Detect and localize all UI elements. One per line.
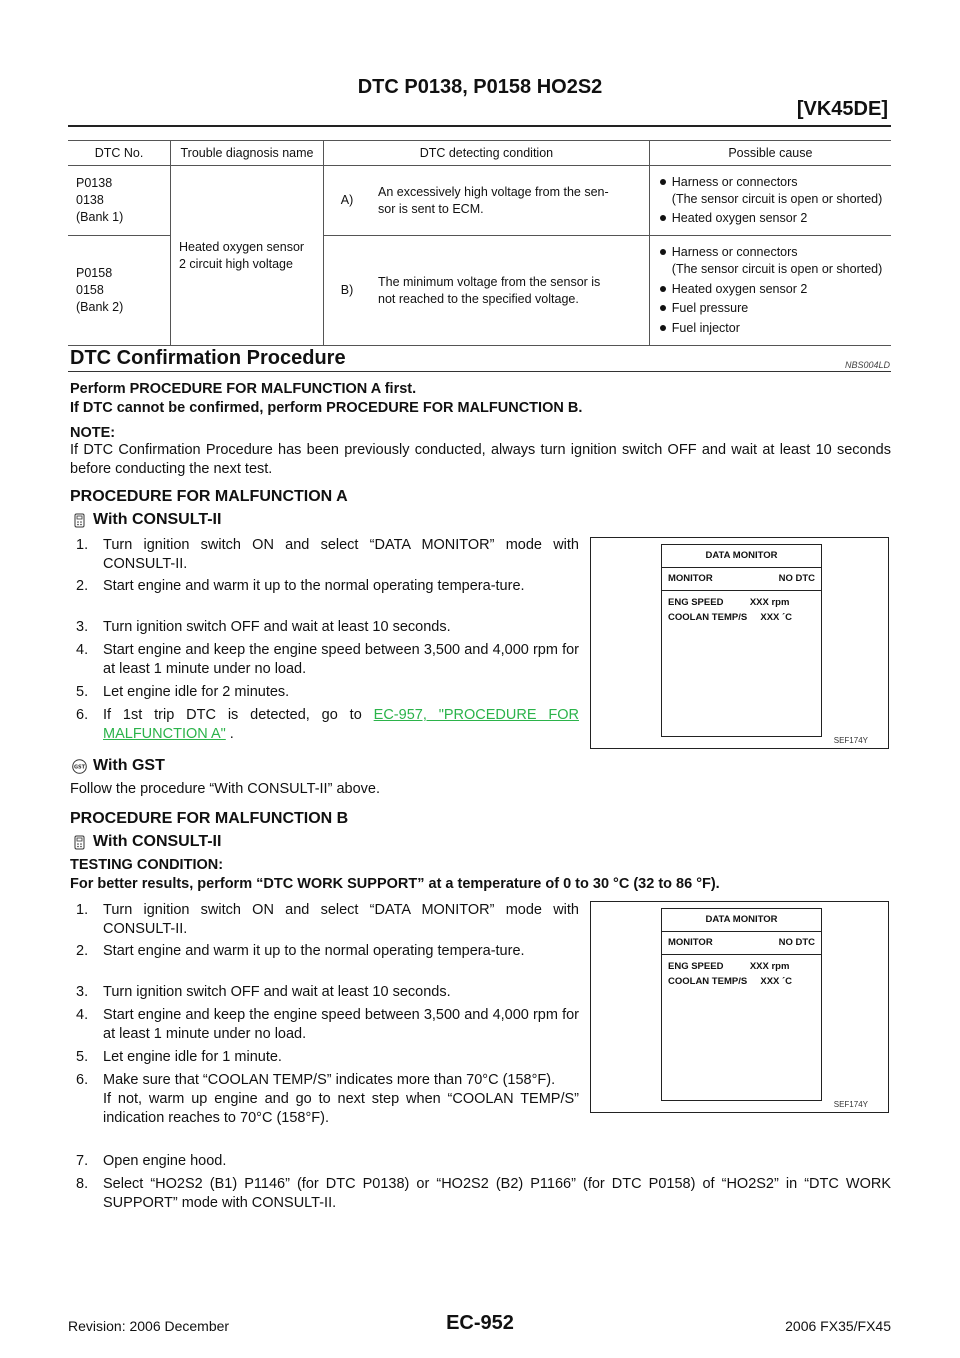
- gst-icon: [72, 759, 87, 774]
- condition-label: B): [324, 236, 371, 346]
- dtc-no-cell: P0138 0138 (Bank 1): [68, 166, 171, 236]
- condition-label: A): [324, 166, 371, 236]
- list-item: 4. Start engine and keep the engine speed between 3,500 and 4,000 rpm for at least 1 minute under no load.: [76, 642, 579, 677]
- section-code: NBS004LD: [844, 360, 890, 370]
- engine-model-tag: [VK45DE]: [796, 98, 888, 120]
- condition-text: An excessively high voltage from the sen- sor is sent to ECM.: [370, 166, 649, 236]
- consult-heading-b: With CONSULT-II: [72, 833, 221, 851]
- list-item: 5. Let engine idle for 2 minutes.: [76, 684, 290, 700]
- footer-model: 2006 FX35/FX45: [785, 1318, 891, 1334]
- col-diagnosis-name: Trouble diagnosis name: [171, 141, 324, 166]
- consult-tool-icon: [72, 835, 87, 850]
- list-item: 6. If 1st trip DTC is detected, go to EC-957, "PROCEDURE FOR MALFUNCTION A" .: [76, 707, 579, 742]
- testing-condition-label: TESTING CONDITION:: [70, 857, 224, 873]
- list-item: 1. Turn ignition switch ON and select “DATA MONITOR” mode with CONSULT-II.: [76, 537, 579, 572]
- consult-tool-icon: [72, 513, 87, 528]
- svg-text:GST: GST: [73, 764, 86, 771]
- list-item: Fuel pressure: [658, 300, 883, 317]
- section-heading: DTC Confirmation Procedure: [70, 347, 346, 369]
- condition-text: The minimum voltage from the sensor is not reached to the specified voltage.: [370, 236, 649, 346]
- procedure-b-heading: PROCEDURE FOR MALFUNCTION B: [70, 810, 349, 827]
- diagnosis-name-cell: Heated oxygen sensor 2 circuit high voltage: [171, 166, 324, 346]
- list-item: 6. Make sure that “COOLAN TEMP/S” indicates more than 70°C (158°F). If not, warm up engine and go to next step when “COOLAN TEMP/S” indication reaches to 70°C (158°F).: [76, 1072, 579, 1126]
- list-item: 7. Open engine hood.: [76, 1153, 227, 1169]
- possible-cause-cell: [649, 166, 891, 236]
- figure-code: SEF174Y: [833, 1100, 868, 1109]
- data-monitor-figure-a: [590, 537, 889, 749]
- procedure-a-heading: PROCEDURE FOR MALFUNCTION A: [70, 488, 348, 505]
- list-item: Fuel injector: [658, 320, 883, 337]
- list-item: 1. Turn ignition switch ON and select “DATA MONITOR” mode with CONSULT-II.: [76, 902, 579, 937]
- data-monitor-figure-b: [590, 901, 889, 1113]
- possible-cause-cell: [649, 236, 891, 346]
- data-monitor-screen: DATA MONITOR MONITOR NO DTC ENG SPEED XXX rpm COOLAN TEMP/S XXX ´C: [661, 908, 822, 1101]
- list-item: 3. Turn ignition switch OFF and wait at least 10 seconds.: [76, 619, 451, 635]
- section-rule: [68, 371, 891, 372]
- col-possible-cause: Possible cause: [649, 141, 891, 166]
- list-item: 4. Start engine and keep the engine speed between 3,500 and 4,000 rpm for at least 1 minute under no load.: [76, 1007, 579, 1042]
- page-number: EC-952: [446, 1312, 514, 1334]
- gst-heading: GST With GST: [73, 757, 165, 774]
- list-item: 5. Let engine idle for 1 minute.: [76, 1049, 282, 1065]
- header-rule: [68, 125, 891, 127]
- procedure-a-link[interactable]: EC-957, "PROCEDURE FOR MALFUNCTION A": [103, 707, 579, 742]
- col-detecting-condition: DTC detecting condition: [324, 141, 650, 166]
- note-text: If DTC Confirmation Procedure has been previously conducted, always turn ignition switch OFF and wait at least 10 seconds before conducting the next test.: [70, 442, 891, 477]
- list-item: Heated oxygen sensor 2: [658, 210, 883, 227]
- list-item: Heated oxygen sensor 2: [658, 281, 883, 298]
- data-monitor-screen: DATA MONITOR MONITOR NO DTC ENG SPEED XXX rpm COOLAN TEMP/S XXX ´C: [661, 544, 822, 737]
- list-item: Harness or connectors (The sensor circuit is open or shorted): [658, 174, 883, 208]
- col-dtc-no: DTC No.: [68, 141, 171, 166]
- figure-code: SEF174Y: [833, 736, 868, 745]
- note-label: NOTE:: [70, 425, 116, 441]
- dtc-no-cell: P0158 0158 (Bank 2): [68, 236, 171, 346]
- footer-revision: Revision: 2006 December: [68, 1318, 230, 1334]
- table-row: [68, 166, 891, 236]
- list-item: Harness or connectors (The sensor circuit is open or shorted): [658, 244, 883, 278]
- consult-heading-a: With CONSULT-II: [72, 511, 221, 529]
- testing-condition-text: For better results, perform “DTC WORK SUPPORT” at a temperature of 0 to 30 °C (32 to 86 °F).: [70, 876, 720, 892]
- intro-line-1: Perform PROCEDURE FOR MALFUNCTION A first.: [70, 381, 417, 397]
- intro-line-2: If DTC cannot be confirmed, perform PROCEDURE FOR MALFUNCTION B.: [70, 400, 583, 416]
- page-title: DTC P0138, P0158 HO2S2: [357, 76, 603, 98]
- list-item: 3. Turn ignition switch OFF and wait at least 10 seconds.: [76, 984, 451, 1000]
- list-item: 8. Select “HO2S2 (B1) P1146” (for DTC P0138) or “HO2S2 (B2) P1166” (for DTC P0158) of “HO2S2” in “DTC WORK SUPPORT” mode with CONSULT-II.: [76, 1176, 891, 1211]
- dtc-table: [68, 140, 891, 346]
- gst-text: Follow the procedure “With CONSULT-II” above.: [70, 781, 380, 797]
- table-header-row: [68, 141, 891, 166]
- list-item: 2. Start engine and warm it up to the normal operating tempera-ture.: [76, 943, 525, 959]
- list-item: 2. Start engine and warm it up to the normal operating tempera-ture.: [76, 578, 525, 594]
